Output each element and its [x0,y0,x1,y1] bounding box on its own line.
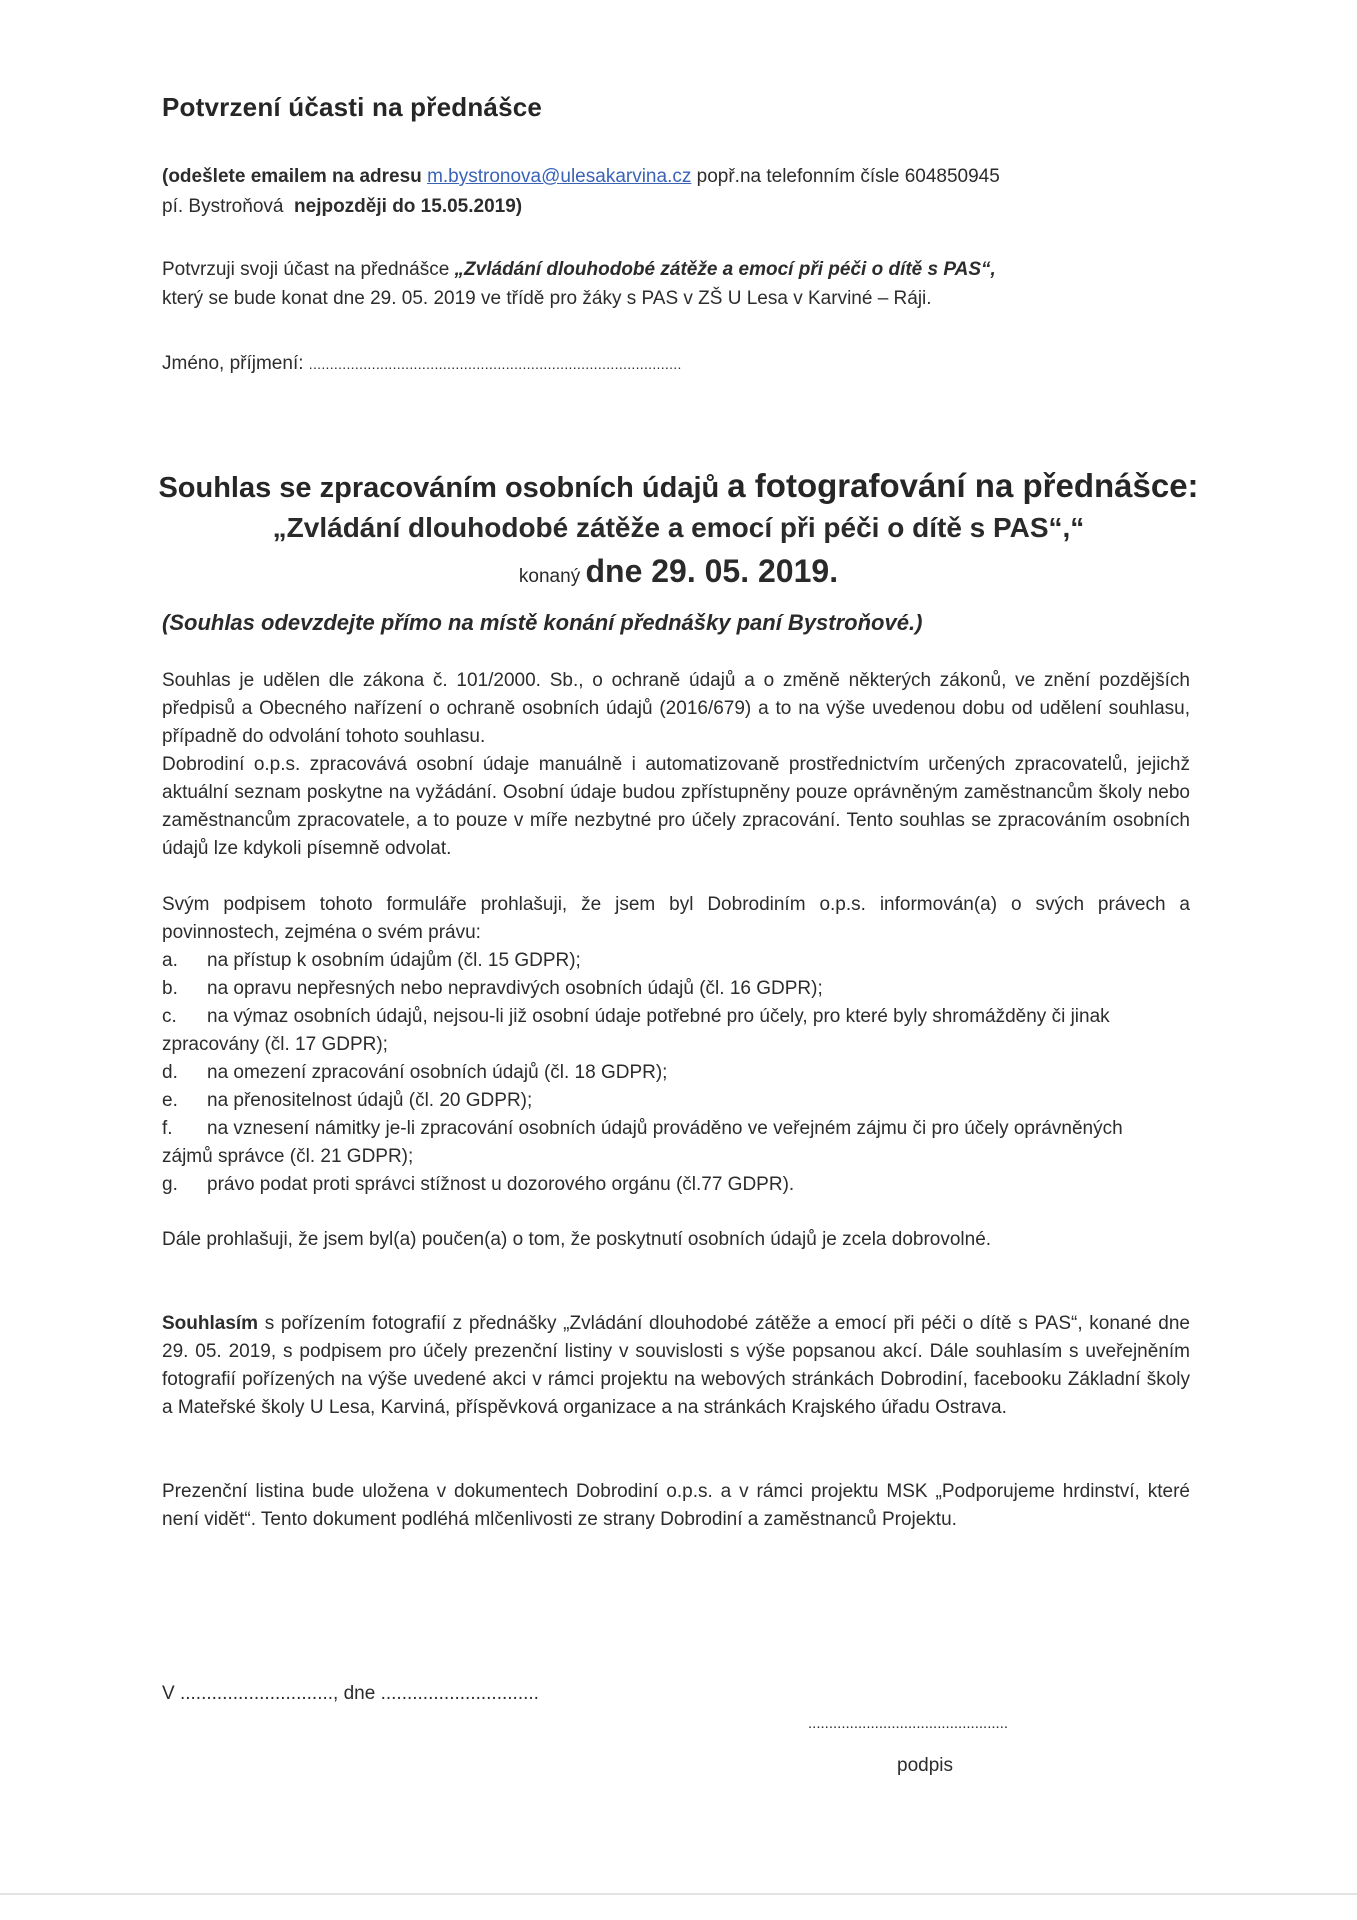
rights-intro: Svým podpisem tohoto formuláře prohlašuji, že jsem byl Dobrodiním o.p.s. informován(a) o svých právech a povinnostech, zejména o svém právu: [162,894,1190,943]
consent-heading [0,467,1357,505]
rights-marker: g. [162,1174,178,1195]
contact-line [162,193,522,221]
consent-note: (Souhlas odevzdejte přímo na místě konání přednášky paní Bystroňové.) [162,610,923,635]
attendance-paragraph: Prezenční listina bude uložena v dokumentech Dobrodiní o.p.s. a v rámci projektu MSK „Podporujeme hrdinství, které není vidět“. Tento dokument podléhá mlčenlivosti ze strany Dobrodiní a zaměstnanců Projektu. [162,1481,1190,1530]
rights-item [162,1087,532,1115]
signature-field[interactable]: ................................................ [808,1715,1009,1732]
rights-item-continuation: zpracovány (čl. 17 GDPR); [162,1034,388,1055]
consent-heading-part2: a fotografování na přednášce: [727,467,1199,504]
photo-consent-text: s pořízením fotografií z přednášky „Zvládání dlouhodobé zátěže a emocí při péči o dítě s PAS“, konané dne 29. 05. 2019, s podpisem pro účely prezenční listiny v souvislosti s výše popsanou akcí. Dále souhlasím s uveřejněním fotografií pořízených na výše uvedené akci v rámci projektu na webových stránkách Dobrodiní, facebooku Základní školy a Mateřské školy U Lesa, Karviná, příspěvková organizace a na stránkách Krajského úřadu Ostrava. [162,1313,1190,1418]
deadline: nejpozději do 15.05.2019) [294,196,523,217]
rights-item [162,1003,1110,1031]
rights-item [162,1059,667,1087]
page-bottom-edge [0,1893,1357,1895]
send-prefix: (odešlete emailem na adresu [162,166,422,187]
consent-paragraph-1: Souhlas je udělen dle zákona č. 101/2000. Sb., o ochraně údajů a o změně některých zákonů, ve znění pozdějších předpisů a Obecného nařízení o ochraně osobních údajů (2016/679) a to na výše uvedenou dobu od udělení souhlasu, případně do odvolání tohoto souhlasu. [162,670,1190,747]
rights-text: na omezení zpracování osobních údajů (čl. 18 GDPR); [207,1062,668,1083]
signature-label: podpis [897,1755,953,1776]
send-instructions [162,163,1000,191]
confirm-line-2: který se bude konat dne 29. 05. 2019 ve třídě pro žáky s PAS v ZŠ U Lesa v Karviné – Ráji. [162,288,932,309]
rights-item [162,947,581,975]
rights-item [162,1115,1123,1143]
rights-item [162,975,823,1003]
email-link[interactable]: m.bystronova@ulesakarvina.cz [427,166,692,187]
rights-marker: d. [162,1062,178,1083]
rights-marker: c. [162,1006,177,1027]
contact-person: pí. Bystroňová [162,196,284,217]
held-date: dne 29. 05. 2019. [585,553,839,589]
rights-marker: e. [162,1090,178,1111]
page-title: Potvrzení účasti na přednášce [162,92,543,122]
rights-text: na vznesení námitky je-li zpracování osobních údajů prováděno ve veřejném zájmu či pro účely oprávněných [207,1118,1123,1139]
rights-marker: a. [162,950,178,971]
rights-text: na přenositelnost údajů (čl. 20 GDPR); [207,1090,533,1111]
rights-item-continuation: zájmů správce (čl. 21 GDPR); [162,1146,414,1167]
rights-marker: b. [162,978,178,999]
lecture-title: „Zvládání dlouhodobé zátěže a emocí při péči o dítě s PAS“, [454,259,996,280]
consent-date-line [0,553,1357,590]
place-date-field[interactable]: V ............................., dne .............................. [162,1683,539,1704]
held-label: konaný [518,566,586,587]
photo-consent-bold: Souhlasím [162,1313,259,1334]
rights-text: na výmaz osobních údajů, nejsou-li již osobní údaje potřebné pro účely, pro které byly shromážděny či jinak [207,1006,1110,1027]
rights-text: na opravu nepřesných nebo nepravdivých osobních údajů (čl. 16 GDPR); [207,978,823,999]
rights-item [162,1171,794,1199]
confirm-prefix: Potvrzuji svoji účast na přednášce [162,259,450,280]
consent-lecture-title: „Zvládání dlouhodobé zátěže a emocí při péči o dítě s PAS“,“ [272,512,1085,543]
consent-paragraph-2: Dobrodiní o.p.s. zpracovává osobní údaje manuálně i automatizovaně prostřednictvím určených zpracovatelů, jejichž aktuální seznam poskytne na vyžádání. Osobní údaje budou zpřístupněny pouze oprávněným zaměstnancům školy nebo zaměstnancům zpracovatele, a to pouze v míře nezbytné pro účely zpracování. Tento souhlas se zpracováním osobních údajů lze kdykoli písemně odvolat. [162,754,1190,859]
name-label: Jméno, příjmení: [162,353,304,374]
name-dots[interactable]: ......................................................................................... [308,356,682,372]
consent-heading-part1: Souhlas se zpracováním osobních údajů [158,472,728,504]
name-field[interactable] [162,350,682,378]
rights-text: právo podat proti správci stížnost u dozorového orgánu (čl.77 GDPR). [207,1174,795,1195]
phone-text: popř.na telefonním čísle 604850945 [696,166,1000,187]
rights-marker: f. [162,1118,173,1139]
confirm-line-1 [162,256,996,284]
voluntary-statement: Dále prohlašuji, že jsem byl(a) poučen(a) o tom, že poskytnutí osobních údajů je zcela dobrovolné. [162,1229,992,1250]
rights-text: na přístup k osobním údajům (čl. 15 GDPR); [207,950,581,971]
photo-consent-paragraph [162,1310,1190,1422]
